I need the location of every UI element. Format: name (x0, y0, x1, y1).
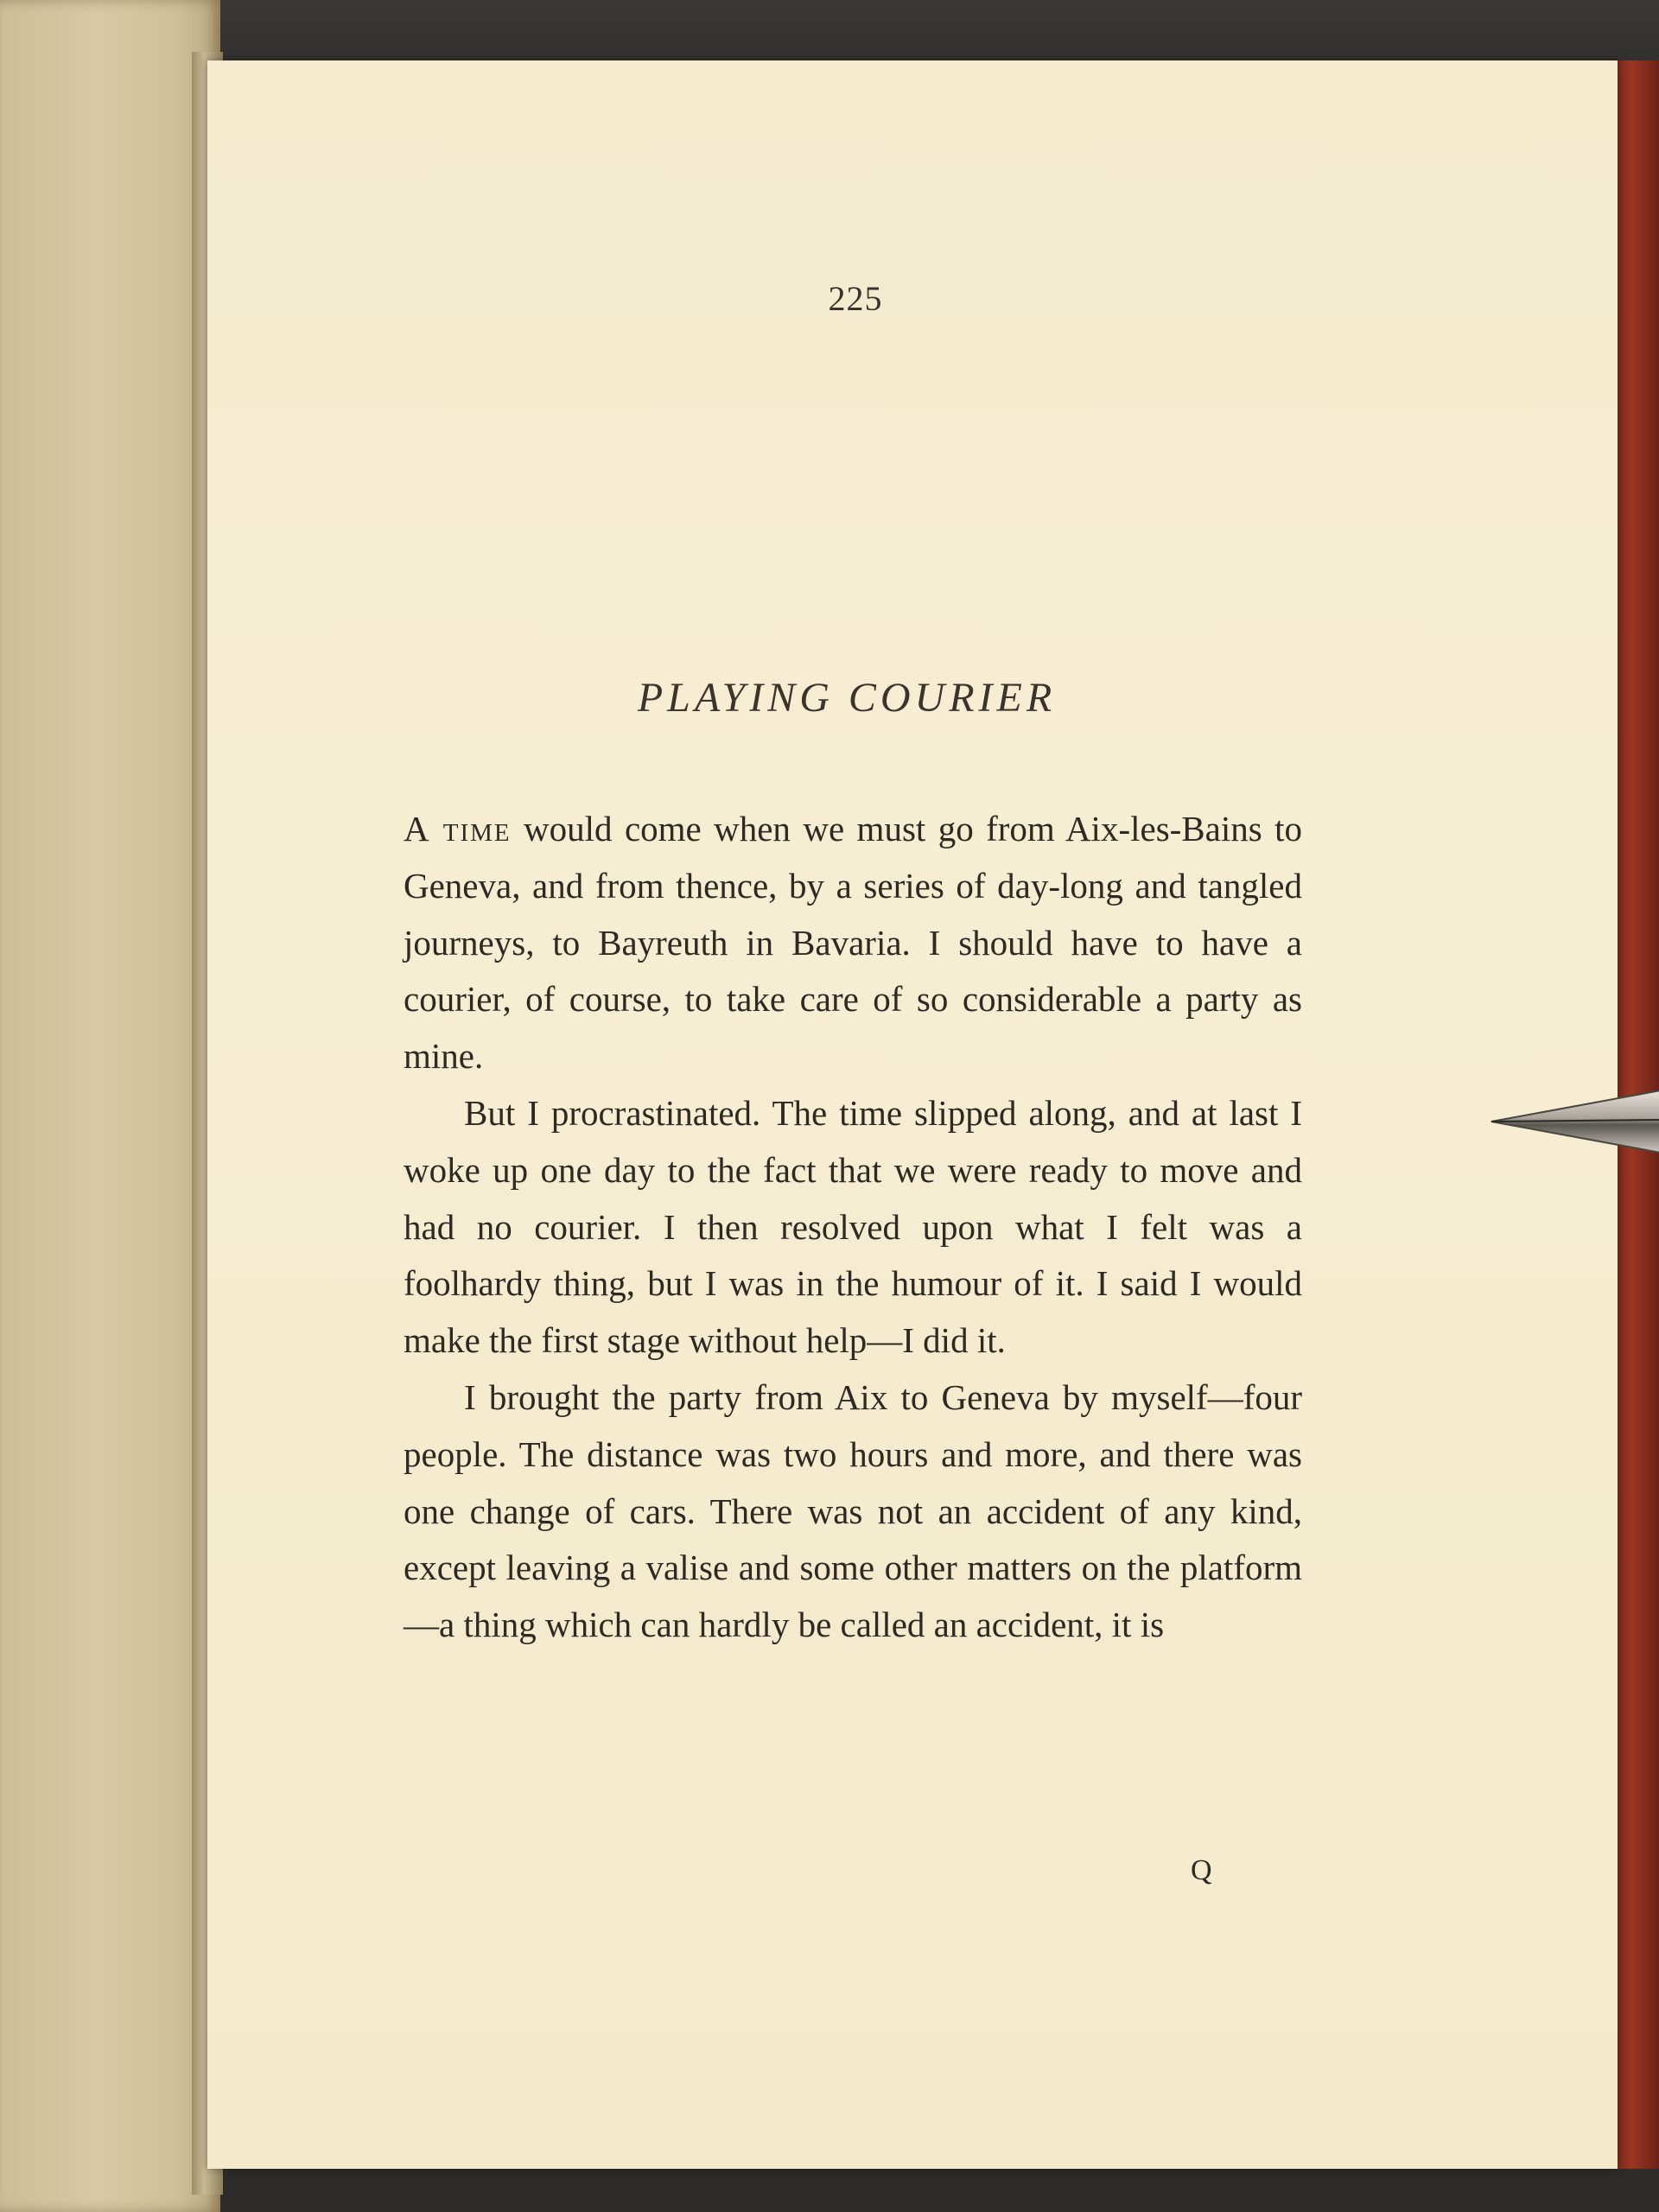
opening-smallcaps: A time (404, 809, 512, 849)
paragraph-3: I brought the party from Aix to Geneva by myself—four people. The distance was two hours and more, and there was one change of cars. There was not an accident of any kind, except leaving a valise and some other matters on the platform—a thing which can hardly be called an accident, it is (404, 1376, 1302, 1645)
body-text (404, 801, 1302, 1654)
facing-page-left (0, 0, 220, 2212)
pen-tip-icon (1488, 1087, 1659, 1156)
paragraph-1-text: would come when we must go from Aix-les-Bains to Geneva, and from thence, by a series of day-long and tangled journeys, to Bayreuth in Bavaria. I should have to have a courier, of course, to take care of so considerable a party as mine. (404, 809, 1302, 1077)
paragraph-1 (404, 801, 1302, 1085)
chapter-title: PLAYING COURIER (637, 675, 1057, 721)
paragraph-2: But I procrastinated. The time slipped along, and at last I woke up one day to the fact that we were ready to move and had no courier. I then resolved upon what I felt was a foolhardy thing, but I was in the humour of it. I said I would make the first stage without help—I did it. (404, 1092, 1302, 1361)
signature-mark: Q (1191, 1854, 1212, 1886)
page-number: 225 (828, 279, 883, 318)
